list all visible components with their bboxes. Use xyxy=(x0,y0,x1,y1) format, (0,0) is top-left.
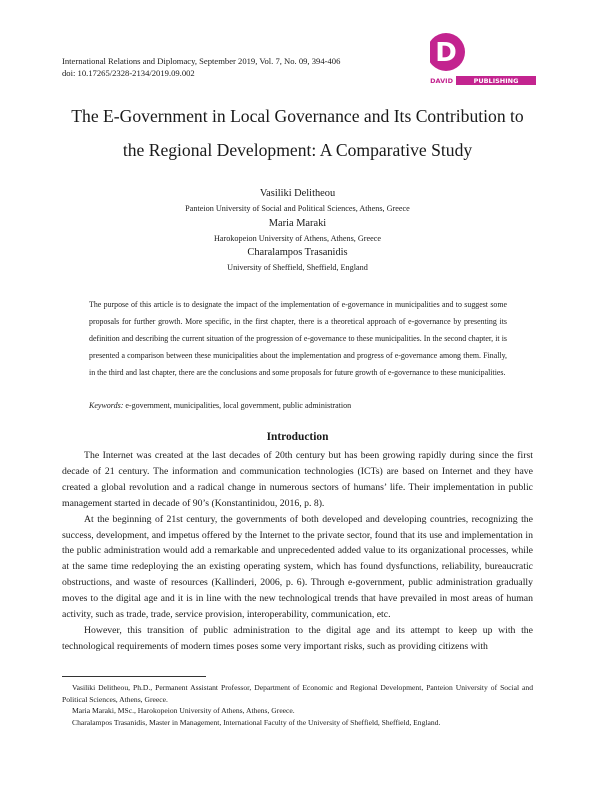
footnote: Vasiliki Delitheou, Ph.D., Permanent Assistant Professor, Department of Economic and Regional Development, Panteion University of Social and Political Sciences, Athens, Greece. xyxy=(62,683,533,704)
publisher-logo xyxy=(430,32,538,86)
keywords xyxy=(89,400,507,411)
author-name: Vasiliki Delitheou xyxy=(259,188,336,199)
author-affiliation: University of Sheffield, Sheffield, England xyxy=(227,263,368,272)
footnote-divider xyxy=(62,676,206,677)
logo-text-left: DAVID xyxy=(430,77,453,85)
author-name: Charalampos Trasanidis xyxy=(247,247,348,258)
author-block xyxy=(60,188,535,277)
logo-text-right: PUBLISHING xyxy=(473,77,519,85)
footnotes xyxy=(62,682,533,728)
footnote: Charalampos Trasanidis, Master in Management, International Faculty of the University of Sheffield, Sheffield, England. xyxy=(72,717,441,727)
keywords-label: Keywords: xyxy=(89,401,124,410)
paper-title-line-2: the Regional Development: A Comparative Study xyxy=(122,140,473,160)
body-text xyxy=(62,448,533,655)
keywords-list: e-government, municipalities, local government, public administration xyxy=(123,401,352,410)
journal-doi: doi: 10.17265/2328-2134/2019.09.002 xyxy=(62,67,195,78)
journal-header xyxy=(62,56,340,79)
body-paragraph: The Internet was created at the last decades of 20th century but has been growing rapidly during since the first decade of 21 century. The information and communication technologies (ICTs) are based on Internet and they have created a global revolution and a radical change in numerous sectors of humans’ life. Their implementation in public management started in decade of 90’s (Konstantinidou, 2016, p. 8). xyxy=(62,450,533,509)
body-paragraph: However, this transition of public administration to the digital age and its attempt to keep up with the technological requirements of modern times poses some very important risks, such as providing citizens with xyxy=(62,624,533,652)
body-paragraph: At the beginning of 21st century, the governments of both developed and developing countries, recognizing the success, development, and impetus offered by the Internet to the private sector, found that its use and implementation in the public administration would add a remarkable and unprecedented added value to its organizational processes, while at the same time redeploying the an existing operating system, which has found dysfunctions, reliability, bureaucratic obstructions, and waste of resources (Kallinderi, 2006, p. 6). Through e-government, public administration gradually moves to the digital age and it is in line with the new technological trends that have prevailed in most areas of human activity, such as trade, trade, service provision, interoperability, communication, etc. xyxy=(62,513,533,621)
author-affiliation: Panteion University of Social and Political Sciences, Athens, Greece xyxy=(185,204,410,213)
author-name: Maria Maraki xyxy=(268,217,327,229)
author-affiliation: Harokopeion University of Athens, Athens, Greece xyxy=(213,233,382,243)
footnote: Maria Maraki, MSc., Harokopeion University of Athens, Athens, Greece. xyxy=(72,706,295,715)
paper-title-line-1: The E-Government in Local Governance and Its Contribution to xyxy=(71,106,524,126)
section-heading: Introduction xyxy=(266,431,329,443)
logo-letter: D xyxy=(435,38,457,68)
journal-citation: International Relations and Diplomacy, September 2019, Vol. 7, No. 09, 394-406 xyxy=(62,56,341,66)
abstract: The purpose of this article is to designate the impact of the implementation of e-governance in municipalities and to suggest some proposals for further growth. More specific, in the first chapter, there is a theoretical approach of e-governance by presenting its definition and describing the current situation of the progression of e-governance to these municipalities. In the second chapter, it is presented a comparison between these municipalities about the implementation and progress of e-governance among them. Finally, in the third and last chapter, there are the conclusions and some proposals for future growth of e-governance to these municipalities. xyxy=(89,300,507,378)
